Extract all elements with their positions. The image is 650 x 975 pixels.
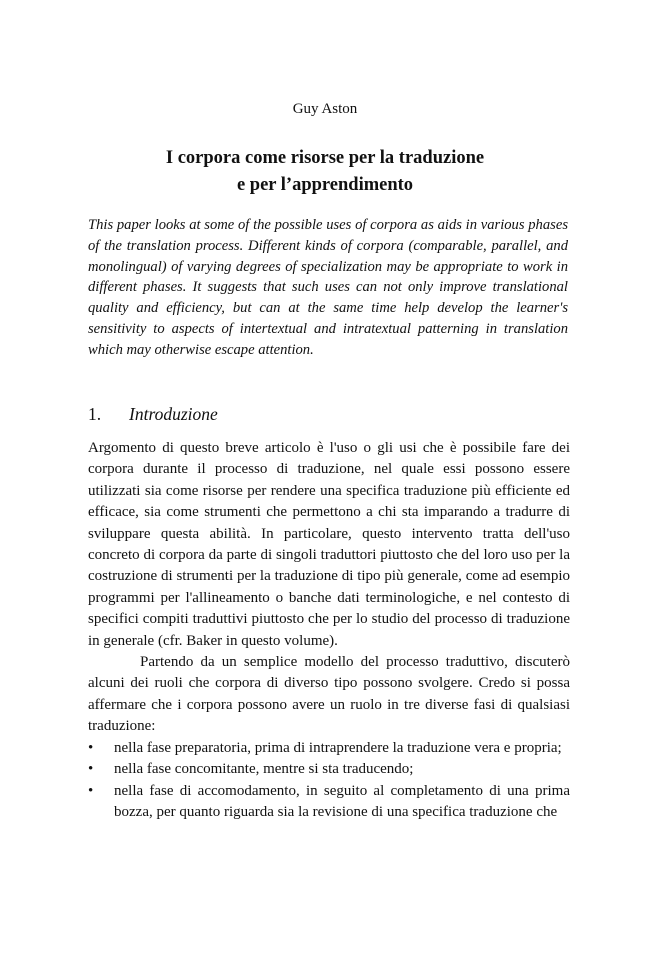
abstract: This paper looks at some of the possible uses of corpora as aids in various phases of the translation process. Different kinds of corpora (comparable, parallel, and monolingual) of varying degrees of specialization may be appropriate to work in different phases. It suggests that such uses can not only improve translational quality and efficiency, but can at the same time help develop the learner's sensitivity to aspects of intertextual and intratextual patterning in translation which may otherwise escape attention. xyxy=(88,217,568,358)
section-number: 1. xyxy=(88,404,102,424)
bullet-icon: • xyxy=(88,782,94,799)
title-line-2: e per l’apprendimento xyxy=(236,175,414,195)
paragraph: Partendo da un semplice modello del processo traduttivo, discuterò alcuni dei ruoli che corpora di diverso tipo possono svolgere. Credo si possa affermare che i corpora possono avere un ruolo in tre diverse fasi di qualsiasi traduzione: xyxy=(88,654,570,735)
author-name: Guy Aston xyxy=(292,101,358,117)
list-item xyxy=(88,781,570,824)
list-item xyxy=(88,759,570,780)
body-text xyxy=(88,438,570,823)
bullet-icon: • xyxy=(88,739,94,756)
paper-title xyxy=(0,145,650,199)
list-item-text: nella fase preparatoria, prima di intraprendere la traduzione vera e propria; xyxy=(114,739,562,756)
bullet-list xyxy=(88,738,570,824)
section-title: Introduzione xyxy=(129,404,218,424)
list-item xyxy=(88,738,570,759)
bullet-icon: • xyxy=(88,761,94,778)
paragraph: Argomento di questo breve articolo è l'uso o gli usi che è possibile fare dei corpora durante il processo di traduzione, nel quale essi possono essere utilizzati sia come risorse per rendere una specifica traduzione più efficiente ed efficace, sia come strumenti che permettono a chi sta imparando a tradurre di sviluppare questa abilità. In particolare, questo intervento tratta dell'uso concreto di corpora da parte di singoli traduttori piuttosto che del loro uso per la costruzione di strumenti per la traduzione di tipo più generale, come ad esempio programmi per l'allineamento o banche dati terminologiche, e nel contesto di specifici compiti traduttivi piuttosto che per lo studio del processo di traduzione in generale (cfr. Baker in questo volume). xyxy=(88,440,570,649)
list-item-text: nella fase di accomodamento, in seguito al completamento di una prima bozza, per quanto riguarda sia la revisione di una specifica traduzione che xyxy=(114,782,570,820)
title-line-1: I corpora come risorse per la traduzione xyxy=(165,148,485,168)
section-heading xyxy=(88,404,218,425)
list-item-text: nella fase concomitante, mentre si sta traducendo; xyxy=(114,761,414,778)
